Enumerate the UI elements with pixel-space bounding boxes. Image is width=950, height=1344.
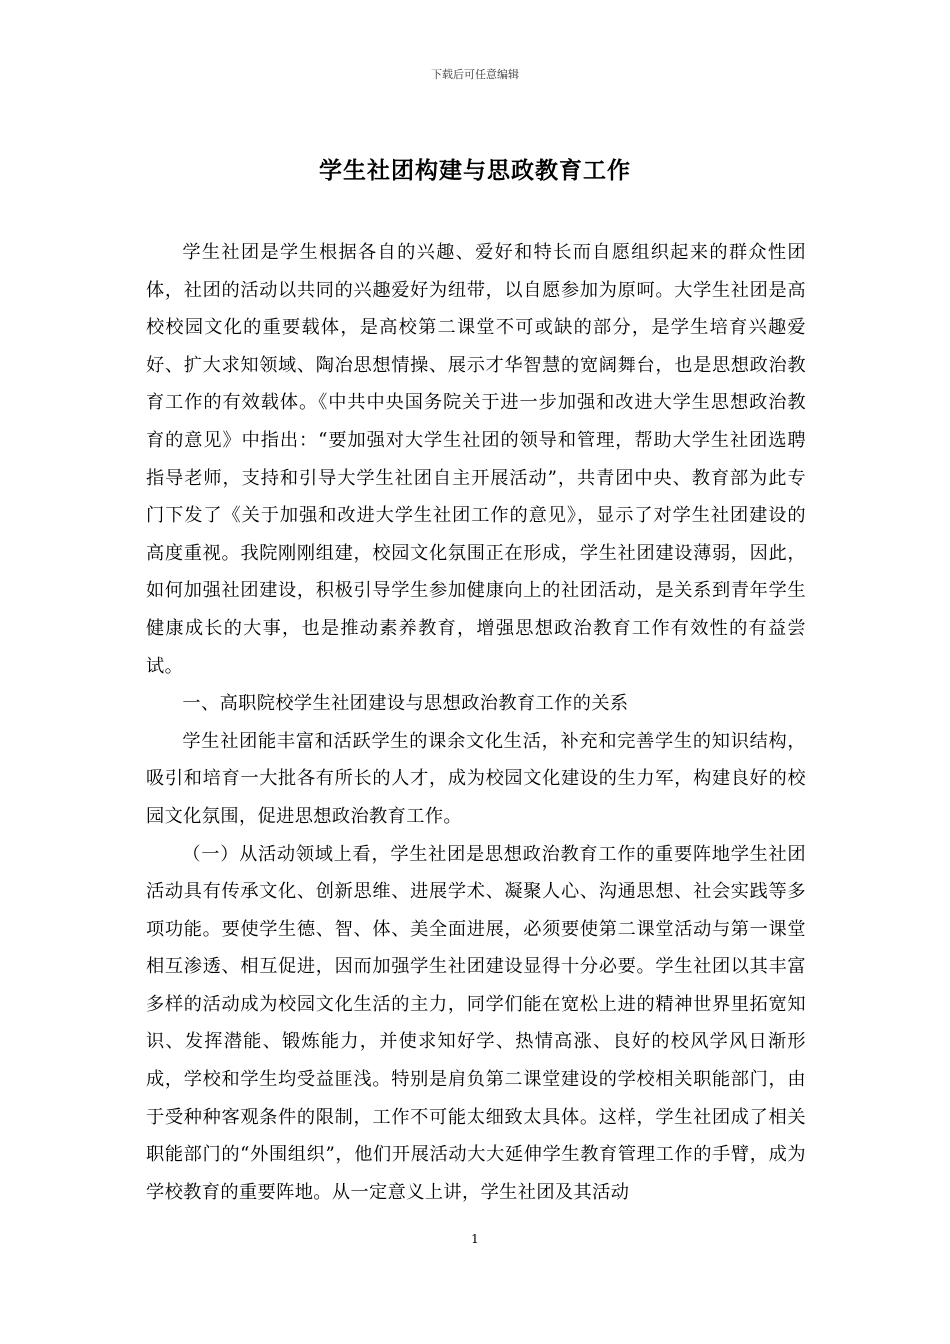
- document-title: 学生社团构建与思政教育工作: [319, 157, 631, 184]
- body-paragraph-intro: 学生社团是学生根据各自的兴趣、爱好和特长而自愿组织起来的群众性团体，社团的活动以共同的兴趣爱好为纽带，以自愿参加为原呵。大学生社团是高校校园文化的重要载体，是高校第二课堂不可或缺的部分，是学生培育兴趣爱好、扩大求知领域、陶冶思想情操、展示才华智慧的宽阔舞台，也是思想政治教育工作的有效载体。《中共中央国务院关于进一步加强和改进大学生思想政治教育的意见》中指出：“要加强对大学生社团的领导和管理，帮助大学生社团选聘指导老师，支持和引导大学生社团自主开展活动”，共青团中央、教育部为此专门下发了《关于加强和改进大学生社团工作的意见》，显示了对学生社团建设的高度重视。我院刚刚组建，校园文化氛围正在形成，学生社团建设薄弱，因此，如何加强社团建设，积极引导学生参加健康向上的社团活动，是关系到青年学生健康成长的大事，也是推动素养教育，增强思想政治教育工作有效性的有益尝试。: [146, 242, 806, 677]
- section-heading-1: 一、高职院校学生社团建设与思想政治教育工作的关系: [182, 693, 629, 715]
- body-paragraph-subsection1: （一）从活动领域上看，学生社团是思想政治教育工作的重要阵地学生社团活动具有传承文化、创新思维、进展学术、凝聚人心、沟通思想、社会实践等多项功能。要使学生德、智、体、美全面进展，必须要使第二课堂活动与第一课堂相互渗透、相互促进，因而加强学生社团建设显得十分必要。学生社团以其丰富多样的活动成为校园文化生活的主力，同学们能在宽松上进的精神世界里拓宽知识、发挥潜能、锻炼能力，并使求知好学、热情高涨、良好的校风学风日渐形成，学校和学生均受益匪浅。特别是肩负第二课堂建设的学校相关职能部门，由于受种种客观条件的限制，工作不可能太细致太具体。这样，学生社团成了相关职能部门的“外围组织”，他们开展活动大大延伸学生教育管理工作的手臂，成为学校教育的重要阵地。从一定意义上讲，学生社团及其活动: [146, 843, 806, 1203]
- page-number: 1: [471, 1232, 479, 1246]
- document-body: [146, 234, 806, 1211]
- body-paragraph-section1: 学生社团能丰富和活跃学生的课余文化生活，补充和完善学生的知识结构，吸引和培育一大批各有所长的人才，成为校园文化建设的生力军，构建良好的校园文化氛围，促进思想政治教育工作。: [146, 730, 806, 827]
- page-header-note: 下载后可任意编辑: [431, 68, 519, 81]
